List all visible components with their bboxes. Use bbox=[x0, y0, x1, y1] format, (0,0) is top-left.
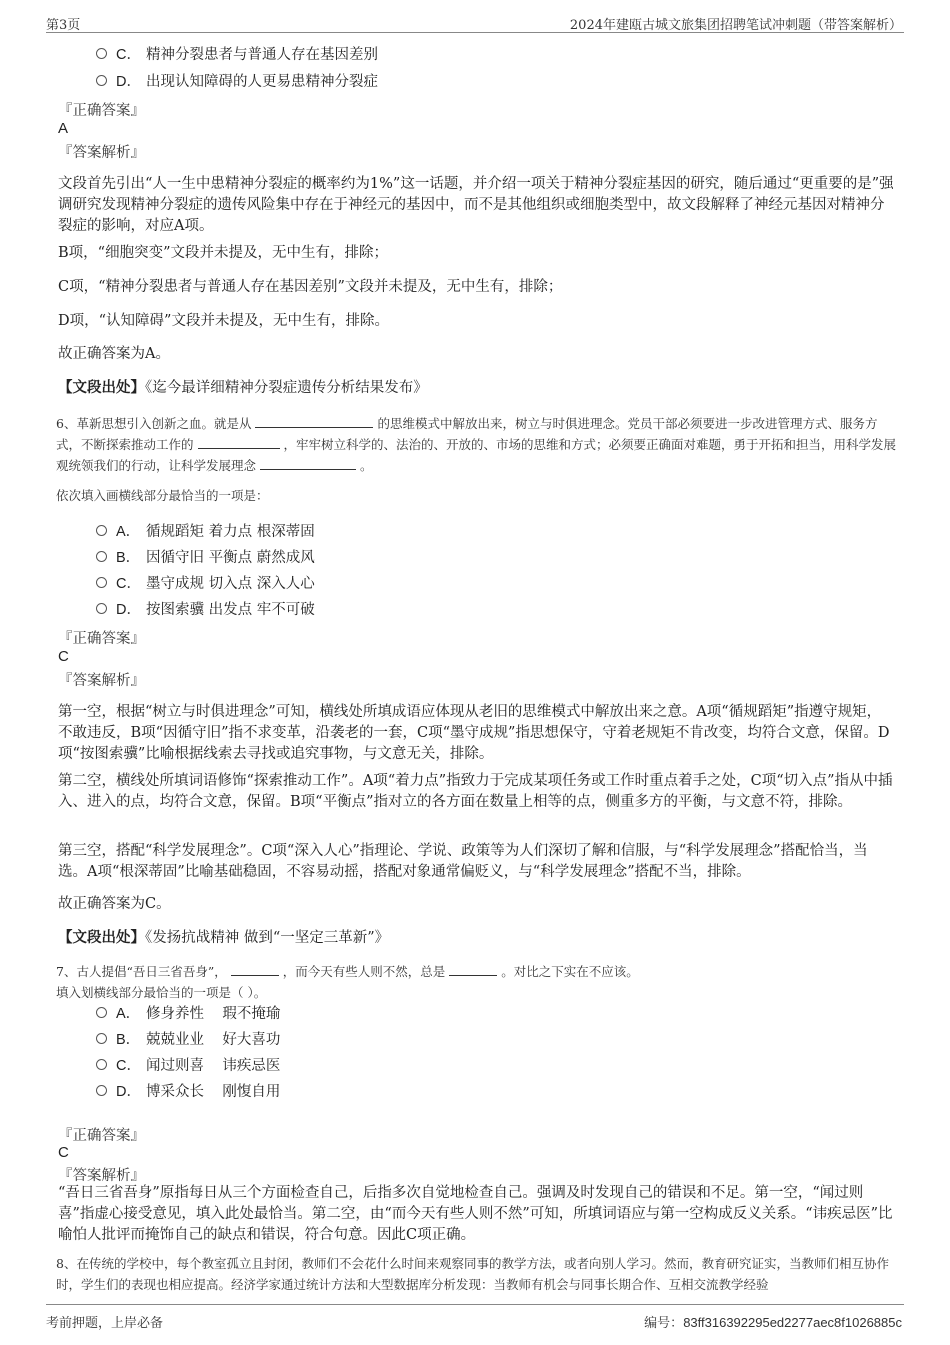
q5-option-d[interactable]: D． 出现认知障碍的人更易患精神分裂症 bbox=[96, 71, 378, 93]
q6-analysis-paragraph: 第一空，根据“树立与时俱进理念”可知，横线处所填成语应体现从老旧的思维模式中解放出来之意。A项“循规蹈矩”指遵守规矩，不敢违反，B项“因循守旧”指不求变革，沿袭老的一套，C项“墨守成规”指思想保守，守着老规矩不肯改变，均符合文意，保留。D项“按图索骥”比喻根据线索去寻找或追究事物，与文意无关，排除。 bbox=[58, 704, 890, 762]
q7-prompt: 填入划横线部分最恰当的一项是（ ）。 bbox=[56, 985, 267, 1000]
document-code: 编号：83ff316392295ed2277aec8f1026885c bbox=[644, 1315, 902, 1331]
q7-stem: 7、古人提倡“吾日三省吾身”， ，而今天有些人则不然，总是 。对比之下实在不应该。 bbox=[56, 964, 639, 979]
q7-option-d[interactable]: D． 博采众长 刚愎自用 bbox=[96, 1081, 280, 1103]
footer-slogan: 考前押题，上岸必备 bbox=[46, 1316, 164, 1331]
q6-option-d[interactable]: D． 按图索骥 出发点 牢不可破 bbox=[96, 599, 315, 621]
q5-analysis-paragraph: 故正确答案为A。 bbox=[58, 346, 170, 362]
q6-analysis-paragraph: 第三空，搭配“科学发展理念”。C项“深入人心”指理论、学说、政策等为人们深切了解和信服，与“科学发展理念”搭配恰当，当选。A项“根深蒂固”比喻基础稳固，不容易动摇，搭配对象通常偏贬义，与“科学发展理念”搭配不当，排除。 bbox=[58, 843, 868, 880]
q6-answer: C bbox=[58, 648, 69, 665]
q8-stem: 8、在传统的学校中，每个教室孤立且封闭，教师们不会花什么时间来观察同事的教学方法，或者向别人学习。然而，教育研究证实，当教师们相互协作时，学生们的表现也相应提高。经济学家通过统计方法和大型数据库分析发现：当教师有机会与同事长期合作、互相交流教学经验 bbox=[56, 1256, 889, 1292]
q6-analysis-paragraph: 第二空，横线处所填词语修饰“探索推动工作”。A项“着力点”指致力于完成某项任务或工作时重点着手之处，C项“切入点”指从中插入、进入的点，均符合文意，保留。B项“平衡点”指对立的各方面在数量上相等的点，侧重多方的平衡，与文意不符，排除。 bbox=[58, 773, 893, 810]
q5-analysis-paragraph: D项，“认知障碍”文段并未提及，无中生有，排除。 bbox=[58, 313, 389, 329]
q6-option-a[interactable]: A． 循规蹈矩 着力点 根深蒂固 bbox=[96, 521, 315, 543]
q5-analysis-paragraph: 文段首先引出“人一生中患精神分裂症的概率约为1%”这一话题，并介绍一项关于精神分裂症基因的研究，随后通过“更重要的是”强调研究发现精神分裂症的遗传风险集中存在于神经元的基因中，而不是其他组织或细胞类型中，故文段解释了神经元基因对精神分裂症的影响，对应A项。 bbox=[58, 176, 894, 234]
document-title: 2024年建瓯古城文旅集团招聘笔试冲刺题（带答案解析） bbox=[569, 18, 902, 33]
fill-blank bbox=[449, 963, 497, 976]
q7-option-c[interactable]: C． 闻过则喜 讳疾忌医 bbox=[96, 1055, 280, 1077]
radio-icon[interactable] bbox=[96, 75, 107, 86]
q7-option-b[interactable]: B． 兢兢业业 好大喜功 bbox=[96, 1029, 280, 1051]
fill-blank bbox=[231, 963, 279, 976]
q6-prompt: 依次填入画横线部分最恰当的一项是： bbox=[56, 488, 269, 503]
q6-answer-label: 『正确答案』 bbox=[58, 631, 145, 647]
radio-icon[interactable] bbox=[96, 48, 107, 59]
fill-blank bbox=[260, 457, 356, 470]
page-number: 第3页 bbox=[46, 18, 81, 33]
q6-analysis-label: 『答案解析』 bbox=[58, 673, 145, 689]
radio-icon[interactable] bbox=[96, 1059, 107, 1070]
radio-icon[interactable] bbox=[96, 525, 107, 536]
q6-option-c[interactable]: C． 墨守成规 切入点 深入人心 bbox=[96, 573, 315, 595]
page-footer bbox=[46, 1304, 904, 1333]
radio-icon[interactable] bbox=[96, 1033, 107, 1044]
radio-icon[interactable] bbox=[96, 1007, 107, 1018]
q6-option-b[interactable]: B． 因循守旧 平衡点 蔚然成风 bbox=[96, 547, 315, 569]
q6-stem: 6、革新思想引入创新之血。就是从 的思维模式中解放出来，树立与时俱进理念。党员干部必须要进一步改进管理方式、服务方式，不断探索推动工作的 ，牢牢树立科学的、法治的、开放的、市场的思维和方式；必须要正确面对难题，勇于开拓和担当，用科学发展观统领我们的行动，让科学发展理念 。 bbox=[56, 416, 896, 473]
q5-answer: A bbox=[58, 120, 69, 137]
q5-analysis-paragraph: B项，“细胞突变”文段并未提及，无中生有，排除； bbox=[58, 245, 388, 261]
q7-analysis-label: 『答案解析』 bbox=[58, 1168, 145, 1184]
fill-blank bbox=[198, 436, 280, 449]
q7-analysis-paragraph: “吾日三省吾身”原指每日从三个方面检查自己，后指多次自觉地检查自己。强调及时发现自己的错误和不足。第一空，“闻过则喜”指虚心接受意见，填入此处最恰当。第二空，由“而今天有些人则不然”可知，所填词语应与第一空构成反义关系。“讳疾忌医”比喻怕人批评而掩饰自己的缺点和错误，符合句意。因此C项正确。 bbox=[58, 1185, 893, 1243]
radio-icon[interactable] bbox=[96, 603, 107, 614]
fill-blank bbox=[255, 415, 373, 428]
q6-source: 【文段出处】《发扬抗战精神 做到“一坚定三革新”》 bbox=[58, 929, 390, 946]
q7-option-a[interactable]: A． 修身养性 瑕不掩瑜 bbox=[96, 1003, 280, 1025]
radio-icon[interactable] bbox=[96, 1085, 107, 1096]
q5-option-c[interactable]: C． 精神分裂患者与普通人存在基因差别 bbox=[96, 44, 378, 66]
q6-analysis-paragraph: 故正确答案为C。 bbox=[58, 896, 171, 912]
q7-answer: C bbox=[58, 1144, 69, 1161]
q5-answer-label: 『正确答案』 bbox=[58, 103, 145, 119]
radio-icon[interactable] bbox=[96, 551, 107, 562]
q5-source: 【文段出处】《迄今最详细精神分裂症遗传分析结果发布》 bbox=[58, 379, 428, 396]
q7-answer-label: 『正确答案』 bbox=[58, 1128, 145, 1144]
q5-analysis-label: 『答案解析』 bbox=[58, 145, 145, 161]
q5-analysis-paragraph: C项，“精神分裂患者与普通人存在基因差别”文段并未提及，无中生有，排除； bbox=[58, 279, 563, 295]
page-header bbox=[46, 12, 904, 33]
radio-icon[interactable] bbox=[96, 577, 107, 588]
